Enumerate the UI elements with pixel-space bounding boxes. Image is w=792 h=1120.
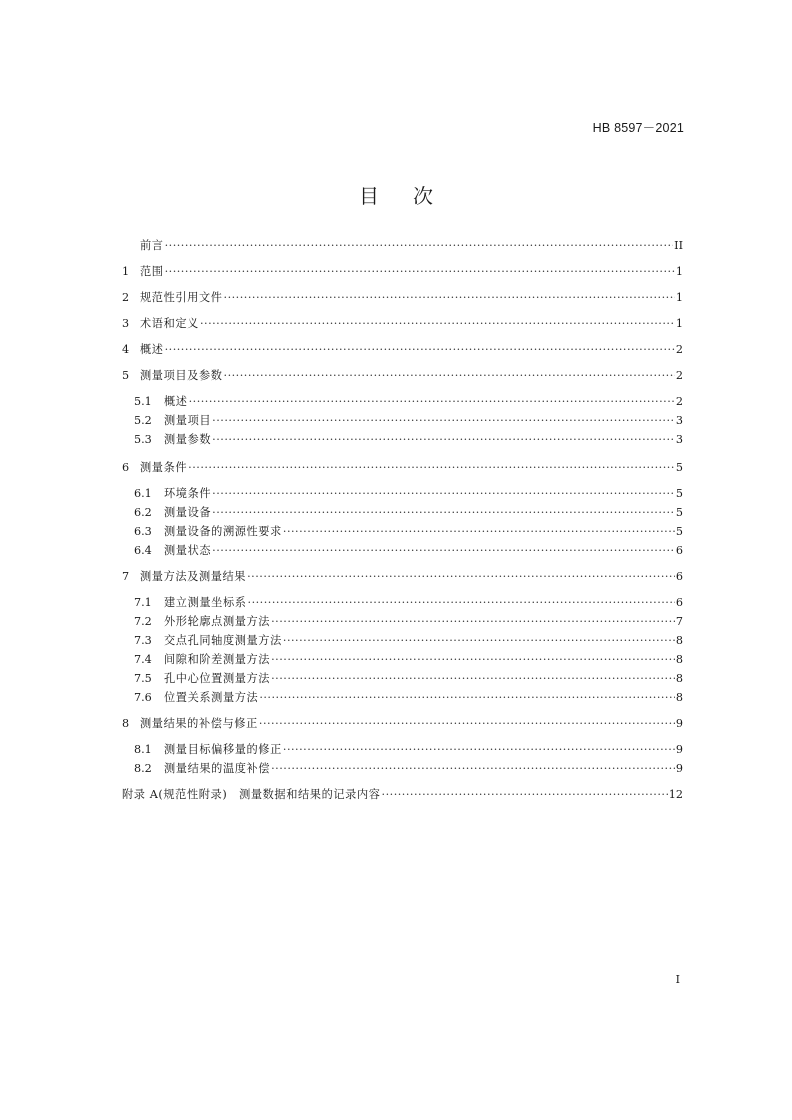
toc-entry-label: 测量状态 (164, 544, 212, 557)
toc-entry[interactable] (134, 523, 683, 541)
toc-entry-page: 8 (675, 653, 683, 666)
toc-entry-label: 测量项目及参数 (140, 369, 223, 382)
toc-entry[interactable] (134, 393, 683, 411)
toc-entry-page: 6 (675, 570, 683, 583)
toc-entry-page: 9 (675, 743, 683, 756)
toc-entry-page: 9 (675, 717, 683, 730)
toc-entry-label: 位置关系测量方法 (164, 691, 259, 704)
toc-dot-leader (283, 632, 675, 650)
toc-entry-page: 2 (675, 395, 683, 408)
toc-entry-number: 7.3 (134, 634, 152, 647)
toc-entry-number: 6.3 (134, 525, 152, 538)
toc-entry-page: 9 (675, 762, 683, 775)
toc-entry[interactable] (122, 786, 683, 804)
toc-entry-number: 5 (122, 369, 130, 382)
toc-entry-page: 5 (675, 525, 683, 538)
toc-entry-number: 7.5 (134, 672, 152, 685)
toc-entry-number: 7.4 (134, 653, 152, 666)
toc-dot-leader (283, 523, 675, 541)
toc-dot-leader (212, 412, 675, 430)
toc-entry-label: 测量设备的溯源性要求 (164, 525, 282, 538)
toc-entry-label: 孔中心位置测量方法 (164, 672, 271, 685)
toc-entry-page: 1 (675, 317, 683, 330)
toc-entry-page: 6 (675, 596, 683, 609)
toc-entry[interactable] (122, 341, 683, 359)
toc-dot-leader (271, 760, 675, 778)
toc-entry-label: 间隙和阶差测量方法 (164, 653, 271, 666)
toc-entry-page: 5 (675, 461, 683, 474)
toc-dot-leader (200, 315, 675, 333)
toc-dot-leader (165, 237, 674, 255)
toc-entry-number: 7.1 (134, 596, 152, 609)
toc-entry-page: 3 (675, 433, 683, 446)
toc-dot-leader (224, 367, 675, 385)
toc-dot-leader (271, 670, 675, 688)
toc-entry[interactable] (134, 613, 683, 631)
toc-dot-leader (189, 393, 675, 411)
toc-entry-label: 附录 A(规范性附录) 测量数据和结果的记录内容 (122, 788, 381, 801)
toc-entry-page: 2 (675, 343, 683, 356)
toc-entry[interactable] (134, 741, 683, 759)
toc-entry[interactable] (122, 315, 683, 333)
toc-entry-number: 6.4 (134, 544, 152, 557)
toc-entry[interactable] (122, 367, 683, 385)
toc-entry-page: 8 (675, 672, 683, 685)
toc-entry-number: 8.2 (134, 762, 152, 775)
toc-entry-page: II (674, 239, 683, 252)
toc-entry-label: 测量参数 (164, 433, 212, 446)
toc-entry-page: 1 (675, 265, 683, 278)
toc-entry-label: 外形轮廓点测量方法 (164, 615, 271, 628)
toc-entry[interactable] (122, 237, 683, 255)
toc-entry-page: 6 (675, 544, 683, 557)
toc-entry-label: 概述 (164, 395, 188, 408)
toc-entry-page: 2 (675, 369, 683, 382)
toc-entry[interactable] (134, 542, 683, 560)
toc-entry-number: 7.6 (134, 691, 152, 704)
toc-dot-leader (224, 289, 675, 307)
toc-entry-number: 8 (122, 717, 130, 730)
page-title: 目次 (359, 184, 467, 208)
standard-code: HB 8597－2021 (592, 121, 684, 135)
toc-entry-label: 测量结果的补偿与修正 (140, 717, 258, 730)
toc-entry-number: 4 (122, 343, 130, 356)
toc-entry[interactable] (134, 632, 683, 650)
toc-entry-number: 1 (122, 265, 130, 278)
toc-dot-leader (212, 504, 675, 522)
toc-entry-label: 术语和定义 (140, 317, 199, 330)
toc-entry-number: 8.1 (134, 743, 152, 756)
toc-dot-leader (271, 651, 675, 669)
toc-entry-page: 5 (675, 487, 683, 500)
toc-dot-leader (271, 613, 675, 631)
toc-dot-leader (212, 542, 675, 560)
page-number: I (675, 973, 680, 986)
toc-entry-label: 测量设备 (164, 506, 212, 519)
toc-entry-label: 建立测量坐标系 (164, 596, 247, 609)
toc-entry-label: 范围 (140, 265, 164, 278)
toc-entry-page: 3 (675, 414, 683, 427)
toc-entry-number: 5.3 (134, 433, 152, 446)
toc-entry-page: 7 (675, 615, 683, 628)
toc-entry-page: 12 (668, 788, 683, 801)
toc-entry-number: 5.2 (134, 414, 152, 427)
toc-dot-leader (259, 715, 675, 733)
toc-entry[interactable] (134, 431, 683, 449)
toc-dot-leader (259, 689, 675, 707)
toc-entry-label: 前言 (140, 239, 164, 252)
toc-entry-number: 6.1 (134, 487, 152, 500)
toc-dot-leader (248, 594, 675, 612)
toc-entry-label: 交点孔同轴度测量方法 (164, 634, 282, 647)
toc-entry-number: 7 (122, 570, 130, 583)
toc-entry-number: 6.2 (134, 506, 152, 519)
toc-entry-page: 8 (675, 691, 683, 704)
toc-entry[interactable] (134, 504, 683, 522)
toc-dot-leader (212, 431, 675, 449)
toc-entry[interactable] (134, 651, 683, 669)
toc-entry[interactable] (134, 689, 683, 707)
toc-entry-page: 1 (675, 291, 683, 304)
toc-entry-label: 测量条件 (140, 461, 188, 474)
toc-entry[interactable] (122, 263, 683, 281)
toc-entry-label: 概述 (140, 343, 164, 356)
toc-entry-label: 规范性引用文件 (140, 291, 223, 304)
toc-dot-leader (283, 741, 675, 759)
toc-dot-leader (188, 459, 675, 477)
toc-entry-label: 测量目标偏移量的修正 (164, 743, 282, 756)
toc-dot-leader (382, 786, 668, 804)
toc-entry[interactable] (134, 760, 683, 778)
toc-entry[interactable] (122, 459, 683, 477)
toc-entry-page: 5 (675, 506, 683, 519)
toc-entry-label: 环境条件 (164, 487, 212, 500)
toc-entry-label: 测量结果的温度补偿 (164, 762, 271, 775)
toc-entry[interactable] (134, 485, 683, 503)
toc-entry-page: 8 (675, 634, 683, 647)
toc-entry[interactable] (122, 568, 683, 586)
toc-entry[interactable] (134, 670, 683, 688)
toc-entry-number: 7.2 (134, 615, 152, 628)
toc-dot-leader (212, 485, 675, 503)
toc-entry-label: 测量方法及测量结果 (140, 570, 247, 583)
toc-entry-number: 5.1 (134, 395, 152, 408)
toc-entry[interactable] (134, 594, 683, 612)
toc-dot-leader (247, 568, 675, 586)
toc-entry-label: 测量项目 (164, 414, 212, 427)
toc-entry-number: 6 (122, 461, 130, 474)
toc-dot-leader (165, 263, 675, 281)
toc-entry-number: 2 (122, 291, 130, 304)
toc-dot-leader (165, 341, 675, 359)
toc-entry[interactable] (122, 289, 683, 307)
toc-entry-number: 3 (122, 317, 130, 330)
toc-entry[interactable] (122, 715, 683, 733)
toc-entry[interactable] (134, 412, 683, 430)
